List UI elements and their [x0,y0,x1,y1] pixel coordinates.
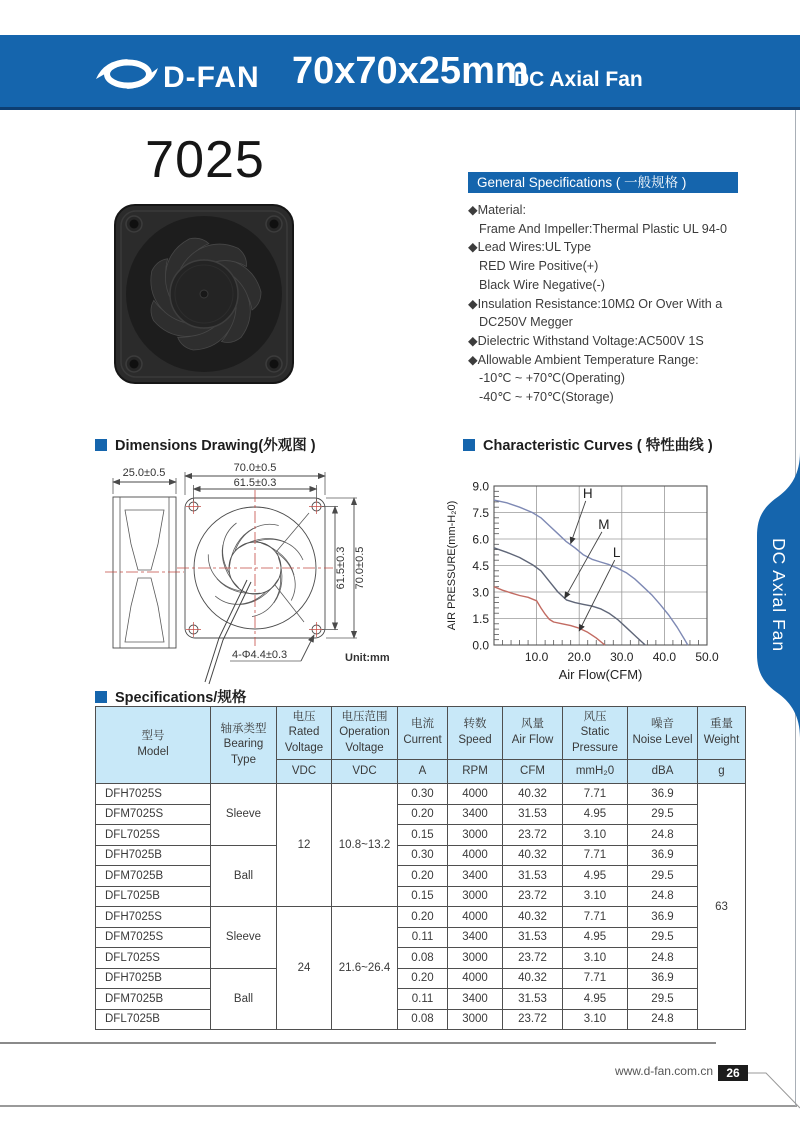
cell: 24.8 [628,948,698,969]
y-tick-label: 1.5 [472,612,489,626]
website-url: www.d-fan.com.cn [614,1064,713,1078]
cell: 3000 [448,886,503,907]
spec-item: ◆Material: [468,203,526,217]
cell: 4.95 [563,804,628,825]
cell: 29.5 [628,927,698,948]
spec-item: ◆Dielectric Withstand Voltage:AC500V 1S [468,333,704,348]
y-axis-label: AIR PRESSURE(mm-H₂0) [446,500,458,631]
dim-width: 70.0±0.5 [233,462,277,474]
y-tick-label: 7.5 [472,506,489,520]
cell: 7.71 [563,968,628,989]
table-row [96,948,746,969]
column-header: 电流 Current [398,707,448,760]
cell: 36.9 [628,845,698,866]
cell: 4000 [448,907,503,928]
curve-L [494,587,605,645]
cell: DFM7025B [96,989,211,1010]
annotation-arrow [579,560,614,631]
spec-item: -10℃ ~ +70℃(Operating) [479,371,625,386]
curve-M [494,548,645,645]
cell: DFH7025B [96,968,211,989]
cell: 0.11 [398,989,448,1010]
cell: 36.9 [628,968,698,989]
table-row [96,1009,746,1030]
curves-section-title: Characteristic Curves ( 特性曲线 ) [463,434,713,455]
annotation-arrow [565,532,602,598]
spec-item: RED Wire Positive(+) [479,259,599,274]
table-row [96,825,746,846]
x-tick-label: 20.0 [567,650,591,664]
unit-header: dBA [628,760,698,784]
section-bullet-icon [95,439,107,451]
model-number: 7025 [145,131,265,189]
cell: 0.15 [398,886,448,907]
cell: 3.10 [563,886,628,907]
unit-header: CFM [503,760,563,784]
x-tick-label: 10.0 [524,650,549,664]
characteristic-curves-chart [445,464,725,688]
cell: 4.95 [563,927,628,948]
y-tick-label: 0.0 [472,638,489,653]
table-row [96,989,746,1010]
cell: 40.32 [503,845,563,866]
page-number: 26 [718,1065,748,1081]
x-tick-label: 50.0 [695,650,719,664]
cell: 0.30 [398,845,448,866]
cell: 0.08 [398,948,448,969]
table-row [96,784,746,805]
cell: 3400 [448,804,503,825]
cell: 7.71 [563,845,628,866]
cell: 4000 [448,845,503,866]
column-header: 电压 Rated Voltage [277,707,332,760]
footer-corner-line [740,1064,800,1116]
cell: DFL7025B [96,886,211,907]
page-title: 70x70x25mm [292,50,529,92]
table-section-title: Specifications/规格 [95,686,246,707]
cell: 4.95 [563,866,628,887]
x-tick-label: 40.0 [652,650,677,664]
cell: 3.10 [563,825,628,846]
cell: 31.53 [503,927,563,948]
cell: DFL7025S [96,825,211,846]
column-header: 转数 Speed [448,707,503,760]
brand-name: D-FAN [163,61,260,94]
cell: 0.15 [398,825,448,846]
cell: 40.32 [503,968,563,989]
cell: 23.72 [503,1009,563,1030]
y-tick-label: 6.0 [472,532,489,547]
curve-H [494,500,688,645]
column-header: 风量 Air Flow [503,707,563,760]
x-axis-label: Air Flow(CFM) [558,667,643,682]
y-tick-label: 9.0 [472,479,489,494]
cell: 4000 [448,968,503,989]
divider-line [0,1042,716,1044]
cell: 21.6~26.4 [332,907,398,1030]
side-view [105,467,184,648]
cell: Ball [211,968,277,1030]
general-specs-list [468,201,778,407]
cell: 23.72 [503,886,563,907]
curve-label: M [598,516,610,532]
cell: 31.53 [503,804,563,825]
curve-label: H [582,485,593,501]
dim-hole-pitch-h: 61.5±0.3 [233,477,277,489]
cell: 4000 [448,784,503,805]
cell: 29.5 [628,866,698,887]
cell: 3.10 [563,1009,628,1030]
column-header: 风压 Static Pressure [563,707,628,760]
spec-item: Black Wire Negative(-) [479,277,605,292]
section-bullet-icon [95,691,107,703]
table-row [96,866,746,887]
dim-height: 70.0±0.5 [354,546,366,590]
cell: DFH7025B [96,845,211,866]
table-row [96,968,746,989]
x-tick-label: 30.0 [610,650,634,664]
unit-header: RPM [448,760,503,784]
cell: 10.8~13.2 [332,784,398,907]
table-row [96,927,746,948]
cell: 23.72 [503,948,563,969]
cell: 7.71 [563,784,628,805]
unit-header: A [398,760,448,784]
cell: 31.53 [503,866,563,887]
cell: 3000 [448,1009,503,1030]
cell: 3400 [448,927,503,948]
dimensions-drawing [95,458,460,688]
dim-depth: 25.0±0.5 [122,467,166,479]
unit-header: mmH₂0 [563,760,628,784]
table-row [96,907,746,928]
cell: 40.32 [503,784,563,805]
y-tick-label: 4.5 [472,559,489,573]
column-header: 电压范围 Operation Voltage [332,707,398,760]
cell: 12 [277,784,332,907]
general-specs-header: General Specifications ( 一般规格 ) [468,172,738,193]
column-header: 型号 Model [96,707,211,784]
cell: 0.11 [398,927,448,948]
cell: 0.20 [398,866,448,887]
cell: 7.71 [563,907,628,928]
cell: 29.5 [628,989,698,1010]
cell: 0.20 [398,804,448,825]
cell: 3.10 [563,948,628,969]
unit-header: VDC [277,760,332,784]
unit-note: Unit:mm [345,652,390,664]
cell: 3000 [448,948,503,969]
footer-line [0,1105,797,1107]
section-bullet-icon [463,439,475,451]
curve-label: L [612,545,621,561]
side-tab-label: DC Axial Fan [769,537,789,653]
unit-header: g [698,760,746,784]
column-header: 轴承类型 Bearing Type [211,707,277,784]
header-underline [0,107,800,110]
cell: 40.32 [503,907,563,928]
cell: 24.8 [628,825,698,846]
table-row [96,804,746,825]
cell: Sleeve [211,784,277,846]
spec-item: -40℃ ~ +70℃(Storage) [479,390,614,405]
cell: 3400 [448,989,503,1010]
cell: 36.9 [628,784,698,805]
spec-item: ◆Allowable Ambient Temperature Range: [468,352,699,367]
cell: 0.20 [398,968,448,989]
dim-mounting-holes: 4-Φ4.4±0.3 [232,649,288,661]
cell: DFM7025S [96,927,211,948]
column-header: 重量 Weight [698,707,746,760]
cell: DFM7025S [96,804,211,825]
cell: 3400 [448,866,503,887]
cell: DFH7025S [96,784,211,805]
column-header: 噪音 Noise Level [628,707,698,760]
spec-item: DC250V Megger [479,315,573,330]
dim-hole-pitch-v: 61.5±0.3 [335,546,347,590]
cell: 0.20 [398,907,448,928]
page-subtitle: DC Axial Fan [514,68,643,91]
cell: DFH7025S [96,907,211,928]
cell: DFL7025S [96,948,211,969]
spec-item: ◆Lead Wires:UL Type [468,240,592,255]
spec-item: Frame And Impeller:Thermal Plastic UL 94-0 [479,221,728,236]
cell: Ball [211,845,277,907]
brand-logo-icon [94,54,160,94]
cell: DFM7025B [96,866,211,887]
unit-header: VDC [332,760,398,784]
cell: 31.53 [503,989,563,1010]
cell: 4.95 [563,989,628,1010]
cell: 0.08 [398,1009,448,1030]
cell: Sleeve [211,907,277,969]
cell: 29.5 [628,804,698,825]
product-photo [112,202,296,386]
table-row [96,886,746,907]
annotation-arrow [571,501,586,543]
cell: 24.8 [628,886,698,907]
y-tick-label: 3.0 [472,585,489,600]
cell: 23.72 [503,825,563,846]
table-row [96,845,746,866]
cell: 36.9 [628,907,698,928]
cell: 3000 [448,825,503,846]
cell: 63 [698,784,746,1030]
cell: DFL7025B [96,1009,211,1030]
cell: 24.8 [628,1009,698,1030]
cell: 0.30 [398,784,448,805]
cell: 24 [277,907,332,1030]
spec-item: ◆Insulation Resistance:10MΩ Or Over With a [468,296,723,311]
dimensions-section-title: Dimensions Drawing(外观图 ) [95,434,316,455]
specifications-table [95,706,746,1030]
